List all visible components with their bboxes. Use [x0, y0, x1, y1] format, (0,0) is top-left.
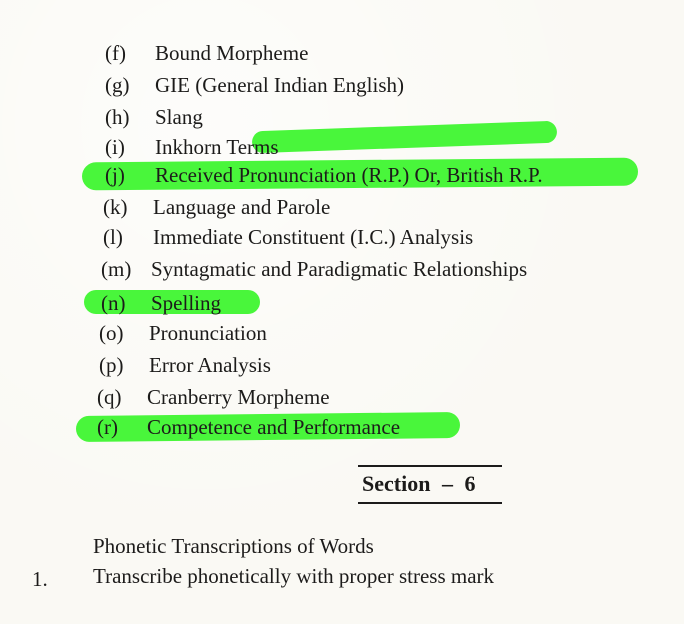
item-label: (m)	[101, 257, 132, 281]
item-text: Error Analysis	[149, 353, 271, 377]
item-text: Competence and Performance	[147, 415, 401, 439]
item-label: (k)	[103, 195, 128, 219]
list-item-l	[103, 224, 473, 250]
list-item-p	[99, 352, 271, 378]
question-number: 1.	[32, 567, 48, 591]
question-text: Transcribe phonetically with proper stress mark	[93, 564, 495, 588]
item-label: (g)	[105, 73, 130, 97]
list-item-j	[105, 162, 543, 188]
item-label: (q)	[97, 385, 122, 409]
item-label: (f)	[105, 41, 126, 65]
item-text: Syntagmatic and Paradigmatic Relationships	[151, 257, 528, 281]
list-item-g	[105, 72, 404, 98]
list-item-k	[103, 194, 330, 220]
item-label: (o)	[99, 321, 124, 345]
item-label: (h)	[105, 105, 130, 129]
list-item-m	[101, 256, 527, 282]
section-dash: –	[441, 471, 453, 496]
section-number: 6	[464, 471, 476, 496]
item-label: (p)	[99, 353, 124, 377]
section-heading	[362, 470, 475, 498]
item-text: Inkhorn Terms	[155, 135, 279, 159]
item-label: (n)	[101, 291, 126, 315]
item-text: Language and Parole	[153, 195, 331, 219]
item-text: Pronunciation	[149, 321, 267, 345]
list-item-h	[105, 104, 203, 130]
item-label: (j)	[105, 163, 125, 187]
list-item-i	[105, 134, 279, 160]
item-label: (r)	[97, 415, 118, 439]
item-text: Received Pronunciation (R.P.) Or, British R.P.	[155, 163, 543, 187]
subheading: Phonetic Transcriptions of Words	[93, 534, 374, 558]
item-label: (i)	[105, 135, 125, 159]
highlight-mark-inkhorn-terms	[252, 121, 558, 154]
section-title: Section	[362, 471, 431, 496]
item-text: Slang	[155, 105, 203, 129]
item-text: Cranberry Morpheme	[147, 385, 330, 409]
list-item-q	[97, 384, 330, 410]
list-item-o	[99, 320, 267, 346]
list-item-f	[105, 40, 308, 66]
list-item-r	[97, 414, 400, 440]
list-item-n	[101, 290, 221, 316]
item-text: Immediate Constituent (I.C.) Analysis	[153, 225, 474, 249]
item-text: GIE (General Indian English)	[155, 73, 404, 97]
item-label: (l)	[103, 225, 123, 249]
section-rule-top	[358, 465, 502, 467]
section-rule-bottom	[358, 502, 502, 504]
item-text: Spelling	[151, 291, 222, 315]
item-text: Bound Morpheme	[155, 41, 309, 65]
